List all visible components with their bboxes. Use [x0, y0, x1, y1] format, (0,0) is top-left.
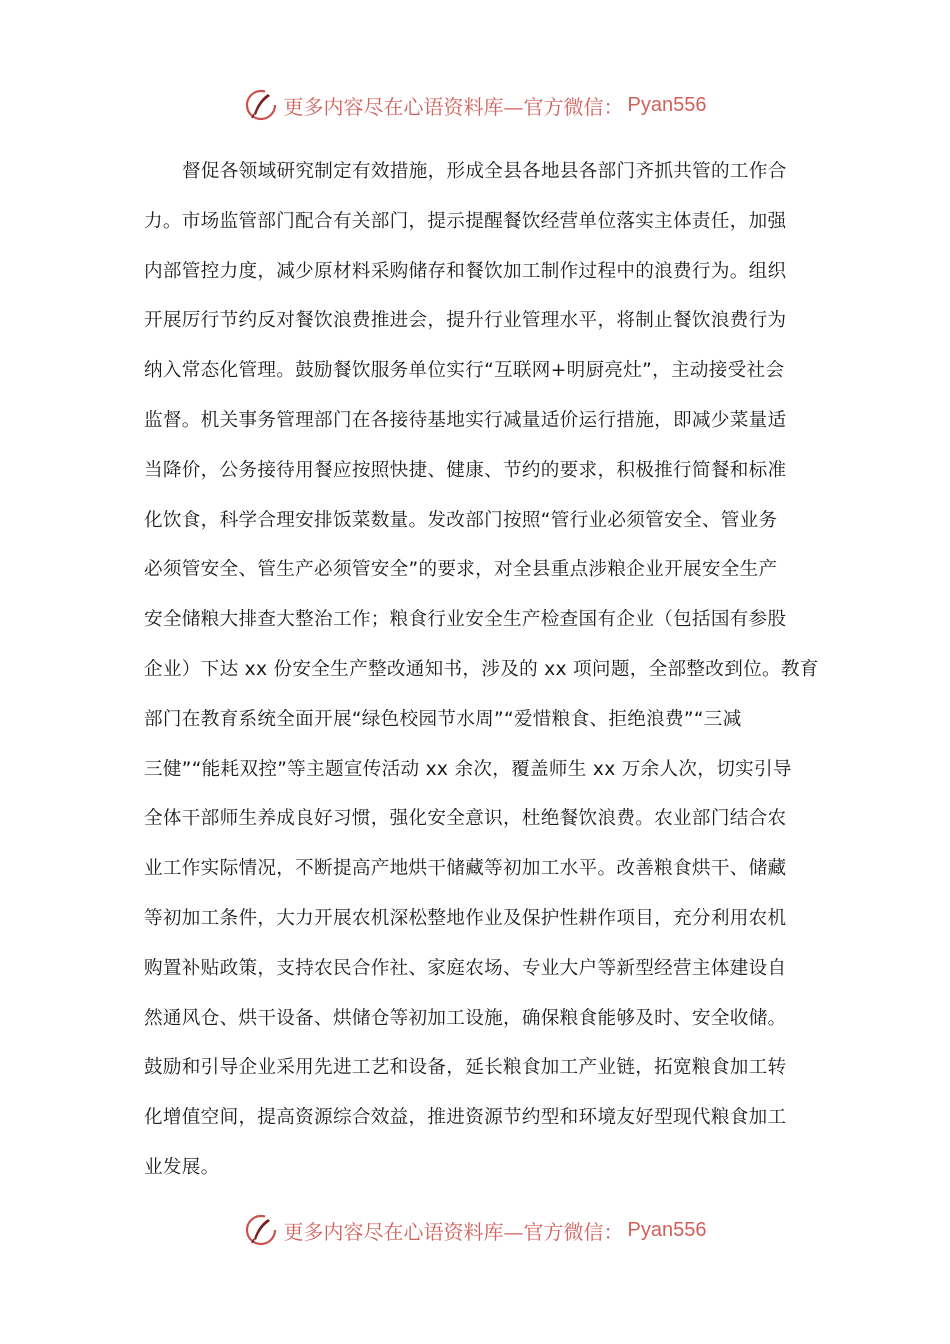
text-line: 安全储粮大排查大整治工作；粮食行业安全生产检查国有企业（包括国有参股: [144, 609, 787, 631]
banner-text: 更多内容尽在心语资料库—官方微信：: [283, 94, 624, 119]
text-line: 化饮食，科学合理安排饭菜数量。发改部门按照“管行业必须管安全、管业务: [144, 509, 778, 531]
banner-wechat-id: Pyan556: [627, 1218, 707, 1241]
text-line: 内部管控力度，减少原材料采购储存和餐饮加工制作过程中的浪费行为。组织: [144, 260, 787, 282]
banner-text: 更多内容尽在心语资料库—官方微信：: [283, 1219, 624, 1244]
text-line: 化增值空间，提高资源综合效益，推进资源节约型和环境友好型现代粮食加工: [144, 1107, 787, 1129]
text-line: 鼓励和引导企业采用先进工艺和设备，延长粮食加工产业链，拓宽粮食加工转: [144, 1057, 787, 1079]
footer-banner: [0, 1210, 950, 1250]
quill-logo-icon: [244, 88, 278, 122]
text-line: 纳入常态化管理。鼓励餐饮服务单位实行“互联网+明厨亮灶”，主动接受社会: [144, 360, 785, 382]
text-line: 等初加工条件，大力开展农机深松整地作业及保护性耕作项目，充分利用农机: [144, 907, 787, 929]
text-line: 监督。机关事务管理部门在各接待基地实行减量适价运行措施，即减少菜量适: [144, 409, 787, 431]
text-line: 必须管安全、管生产必须管安全”的要求，对全县重点涉粮企业开展安全生产: [144, 559, 778, 581]
text-line: 业工作实际情况，不断提高产地烘干储藏等初加工水平。改善粮食烘干、储藏: [144, 858, 787, 880]
banner-wechat-id: Pyan556: [627, 93, 707, 116]
text-line: 企业）下达 xx 份安全生产整改通知书，涉及的 xx 项问题，全部整改到位。教育: [144, 658, 819, 680]
document-paragraph: [144, 147, 819, 1193]
text-line: 督促各领域研究制定有效措施，形成全县各地县各部门齐抓共管的工作合: [182, 161, 787, 182]
text-line: 购置补贴政策，支持农民合作社、家庭农场、专业大户等新型经营主体建设自: [144, 957, 787, 979]
quill-logo-icon: [244, 1213, 278, 1247]
text-line: 全体干部师生养成良好习惯，强化安全意识，杜绝餐饮浪费。农业部门结合农: [144, 808, 787, 830]
text-line: 开展厉行节约反对餐饮浪费推进会，提升行业管理水平，将制止餐饮浪费行为: [144, 310, 787, 332]
text-line: 然通风仓、烘干设备、烘储仓等初加工设施，确保粮食能够及时、安全收储。: [144, 1007, 787, 1029]
text-line: 业发展。: [144, 1156, 220, 1178]
text-line: 当降价，公务接待用餐应按照快捷、健康、节约的要求，积极推行简餐和标准: [144, 459, 787, 481]
text-line: 三健”“能耗双控”等主题宣传活动 xx 余次，覆盖师生 xx 万余人次，切实引导: [144, 758, 792, 780]
text-line: 部门在教育系统全面开展“绿色校园节水周”“爱惜粮食、拒绝浪费”“三减: [144, 708, 742, 730]
header-banner: [0, 85, 950, 125]
text-line: 力。市场监管部门配合有关部门，提示提醒餐饮经营单位落实主体责任，加强: [144, 210, 787, 232]
